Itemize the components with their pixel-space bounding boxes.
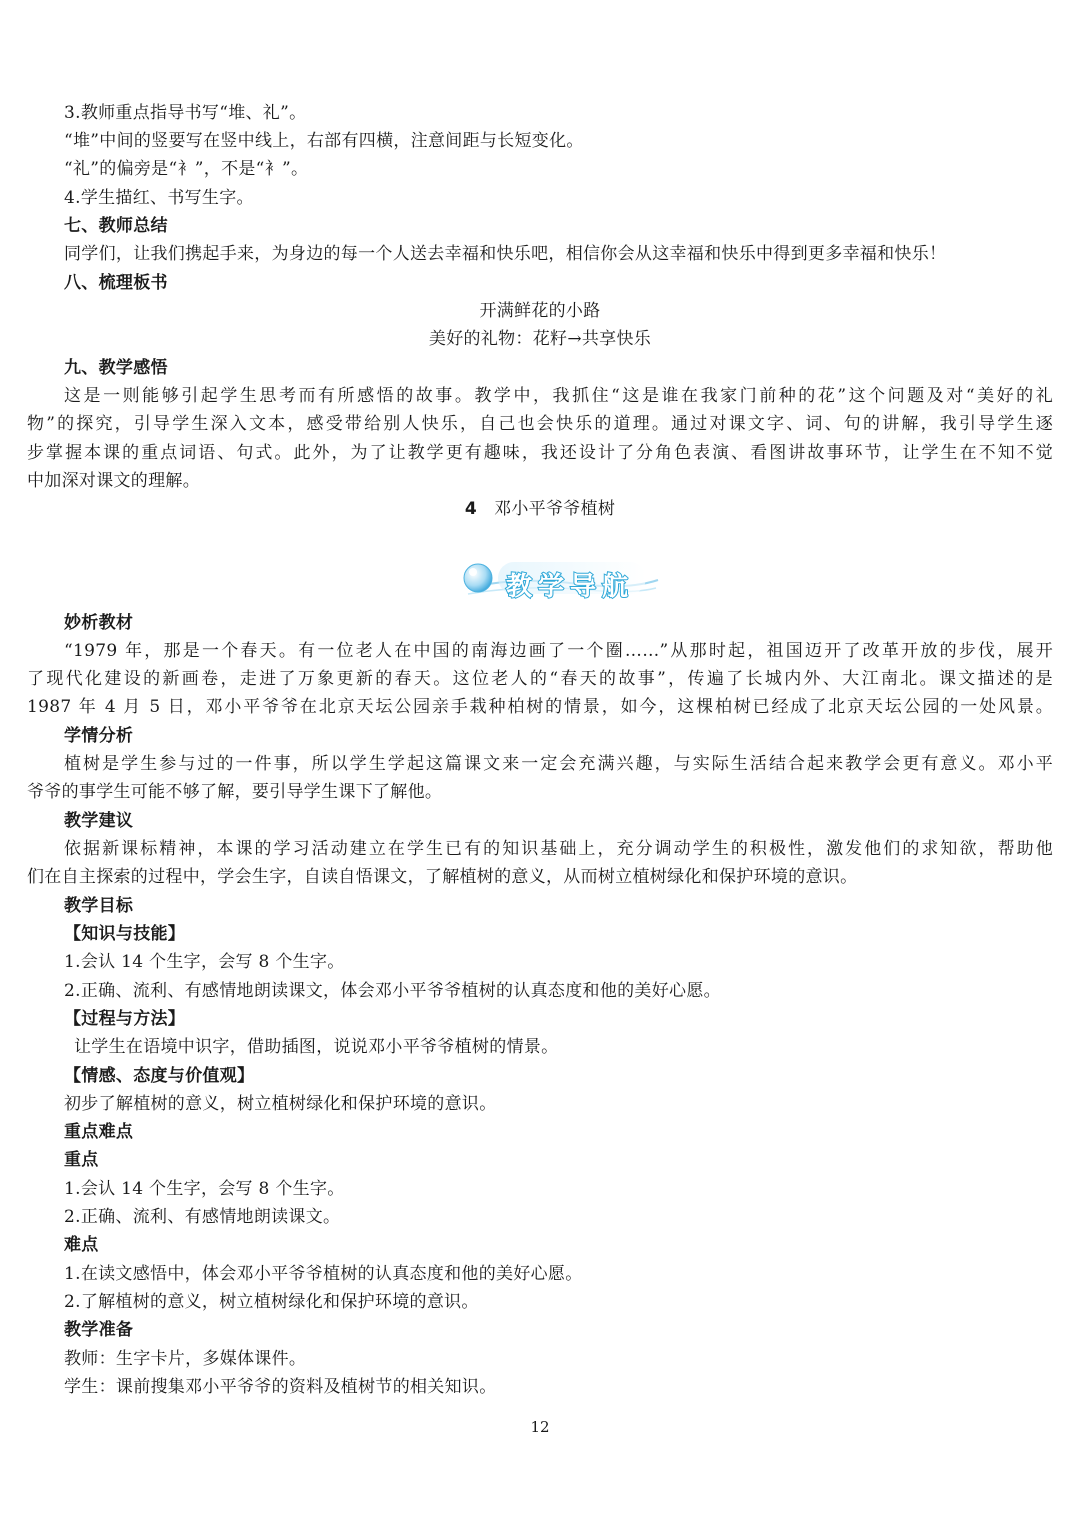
- blackboard-title: 开满鲜花的小路: [479, 301, 601, 321]
- subsection-heading: 难点: [64, 1235, 99, 1255]
- section-heading: 学情分析: [64, 726, 134, 746]
- paragraph-line: 步掌握本课的重点词语、句式。此外，为了让教学更有趣味，我还设计了分角色表演、看图讲故事环节，让学生在不知不觉: [27, 443, 1053, 463]
- list-item: 让学生在语境中识字，借助插图，说说邓小平爷爷植树的情景。: [74, 1037, 559, 1057]
- list-item: 1.在读文感悟中，体会邓小平爷爷植树的认真态度和他的美好心愿。: [64, 1264, 583, 1284]
- paragraph-line: 中加深对课文的理解。: [27, 471, 200, 491]
- list-item: 教师：生字卡片，多媒体课件。: [64, 1349, 307, 1369]
- paragraph-line: 了现代化建设的新画卷，走进了万象更新的春天。这位老人的“春天的故事”，传遍了长城内外、大江南北。课文描述的是: [27, 669, 1053, 689]
- subsection-heading: 【知识与技能】: [64, 924, 186, 944]
- section-heading: 重点难点: [64, 1122, 134, 1142]
- section-heading: 七、教师总结: [64, 216, 168, 236]
- line-text: 同学们，让我们携起手来，为身边的每一个人送去幸福和快乐吧，相信你会从这幸福和快乐中得到更多幸福和快乐！: [64, 244, 947, 264]
- line-text: “礼”的偏旁是“衤”，不是“衤”。: [64, 159, 309, 179]
- subsection-heading: 重点: [64, 1150, 99, 1170]
- section-heading: 八、梳理板书: [64, 273, 168, 293]
- list-item: 2.正确、流利、有感情地朗读课文，体会邓小平爷爷植树的认真态度和他的美好心愿。: [64, 981, 721, 1001]
- section-heading: 教学建议: [64, 811, 134, 831]
- section-heading: 教学准备: [64, 1320, 134, 1340]
- list-item: 1.会认 14 个生字，会写 8 个生字。: [64, 1179, 345, 1199]
- paragraph-line: 物”的探究，引导学生深入文本，感受带给别人快乐，自己也会快乐的道理。通过对课文字、词、句的讲解，我引导学生逐: [27, 414, 1053, 434]
- paragraph-line: 们在自主探索的过程中，学会生字，自读自悟课文，了解植树的意义，从而树立植树绿化和保护环境的意识。: [27, 867, 858, 887]
- subsection-heading: 【过程与方法】: [64, 1009, 186, 1029]
- paragraph-line: 这是一则能够引起学生思考而有所感悟的故事。教学中，我抓住“这是谁在我家门前种的花”这个问题及对“美好的礼: [64, 386, 1053, 406]
- teaching-navigation-logo: [458, 558, 662, 606]
- blackboard-line: 美好的礼物：花籽→共享快乐: [428, 329, 652, 349]
- paragraph-line: 依据新课标精神，本课的学习活动建立在学生已有的知识基础上，充分调动学生的积极性，激发他们的求知欲，帮助他: [64, 839, 1053, 859]
- list-item: 2.正确、流利、有感情地朗读课文。: [64, 1207, 341, 1227]
- list-item: 2.了解植树的意义，树立植树绿化和保护环境的意识。: [64, 1292, 479, 1312]
- lesson-number: 4: [464, 499, 477, 519]
- line-text: 3.教师重点指导书写“堆、礼”。: [64, 103, 307, 123]
- logo-text: 教学导航: [506, 572, 635, 602]
- line-text: “堆”中间的竖要写在竖中线上，右部有四横，注意间距与长短变化。: [64, 131, 584, 151]
- section-heading: 妙析教材: [64, 613, 134, 633]
- page-number: 12: [530, 1418, 550, 1436]
- subsection-heading: 【情感、态度与价值观】: [64, 1066, 255, 1086]
- paragraph-line: “1979 年，那是一个春天。有一位老人在中国的南海边画了一个圈……”从那时起，祖国迈开了改革开放的步伐，展开: [64, 641, 1053, 661]
- lesson-title: 邓小平爷爷植树: [494, 499, 616, 519]
- section-heading: 九、教学感悟: [64, 358, 168, 378]
- paragraph-line: 植树是学生参与过的一件事，所以学生学起这篇课文来一定会充满兴趣，与实际生活结合起来教学会更有意义。邓小平: [64, 754, 1053, 774]
- lesson-heading: [0, 499, 1080, 519]
- line-text: 4.学生描红、书写生字。: [64, 188, 254, 208]
- section-heading: 教学目标: [64, 896, 134, 916]
- list-item: 初步了解植树的意义，树立植树绿化和保护环境的意识。: [64, 1094, 497, 1114]
- list-item: 学生：课前搜集邓小平爷爷的资料及植树节的相关知识。: [64, 1377, 497, 1397]
- list-item: 1.会认 14 个生字，会写 8 个生字。: [64, 952, 345, 972]
- paragraph-line: 爷爷的事学生可能不够了解，要引导学生课下了解他。: [27, 782, 443, 802]
- paragraph-line: 1987 年 4 月 5 日，邓小平爷爷在北京天坛公园亲手栽种柏树的情景，如今，这棵柏树已经成了北京天坛公园的一处风景。: [27, 697, 1053, 717]
